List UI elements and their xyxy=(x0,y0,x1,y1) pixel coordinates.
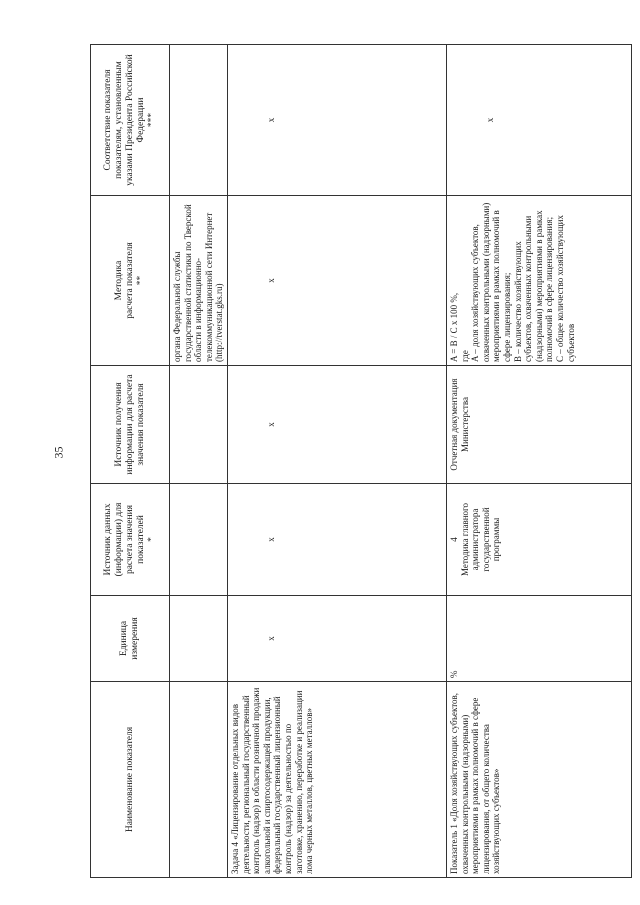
table-cell xyxy=(170,682,228,878)
indicators-table xyxy=(90,44,632,878)
table-cell xyxy=(170,596,228,682)
table-cell-info-source: х xyxy=(227,366,446,484)
page-number: 35 xyxy=(51,446,66,459)
table-row-task-4 xyxy=(227,45,446,878)
table-cell-method-formula: A = B / C x 100 %, где A – доля хозяйствующих субъектов, охваченных контрольными (надзорными) мероприятиями в рамках полномочий в сфере лицензирования; B – количество хозяйствующих субъектов, охваченных контрольными (надзорными) мероприятиями в рамках полномочий в сфере лицензирования; C – общее количество хозяйствующих субъектов xyxy=(446,196,631,366)
table-cell-task-name: Задача 4 «Лицензирование отдельных видов деятельности, региональный государственный контроль (надзор) в области розничной продажи алкогольной и спиртосодержащей продукции, федеральный государственный лицензионный контроль (надзор) за деятельностью по заготовке, хранению, переработке и реализации лома черных металлов, цветных металлов» xyxy=(227,682,446,878)
table-cell-method-continuation: органа Федеральной службы государственной статистики по Тверской области в информационно-телекоммуникационной сети Интернет (http://tverstat.gks.ru) xyxy=(170,196,228,366)
header-indicator-name: Наименование показателя xyxy=(91,682,170,878)
table-row-indicator-1 xyxy=(446,45,631,878)
table-cell-decrees: х xyxy=(227,45,446,196)
header-unit: Единица измерения xyxy=(91,596,170,682)
header-method: Методика расчета показателя ** xyxy=(91,196,170,366)
table-cell xyxy=(170,366,228,484)
table-cell-method: х xyxy=(227,196,446,366)
table-cell-indicator-name: Показатель 1 «Доля хозяйствующих субъектов, охваченных контрольными (надзорными) мероприятиями в рамках полномочий в сфере лицензирования, от общего количества хозяйствующих субъектов» xyxy=(446,682,631,878)
table-cell-decrees: х xyxy=(446,45,631,196)
header-info-source: Источник получения информации для расчета значения показателя xyxy=(91,366,170,484)
header-presidential-decrees: Соответствие показателя показателям, установленным указами Президента Российской Федерации *** xyxy=(91,45,170,196)
table-header-row xyxy=(91,45,170,878)
table-cell xyxy=(170,45,228,196)
table-cell-data-source: х xyxy=(227,484,446,596)
table-row-continuation xyxy=(170,45,228,878)
table-cell-data-source: 4 Методика главного администратора государственной программы xyxy=(446,484,631,596)
table-cell-unit: % xyxy=(446,596,631,682)
rotated-table-container xyxy=(90,45,576,878)
table-cell-info-source: Отчетная документация Министерства xyxy=(446,366,631,484)
header-data-source: Источник данных (информации) для расчета значения показателей * xyxy=(91,484,170,596)
table-cell xyxy=(170,484,228,596)
table-cell-unit: х xyxy=(227,596,446,682)
